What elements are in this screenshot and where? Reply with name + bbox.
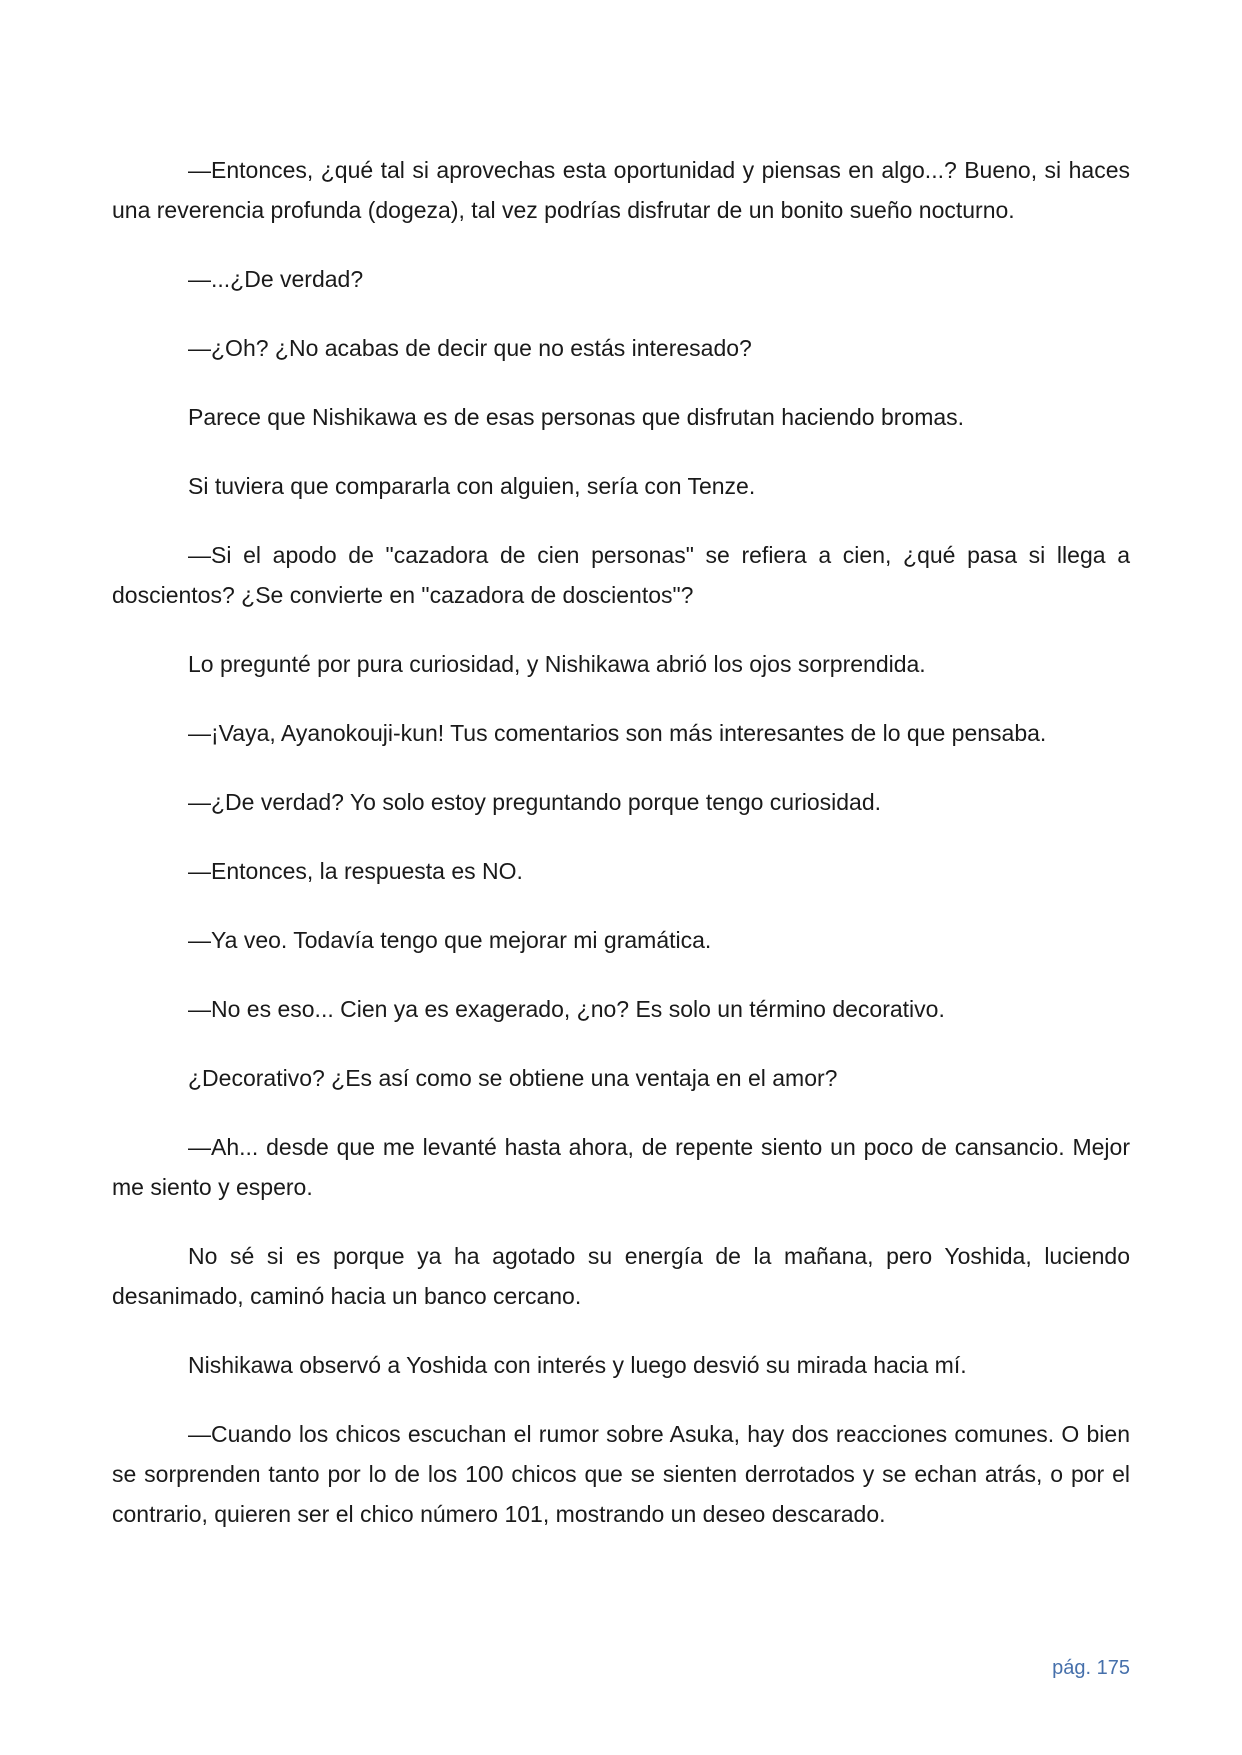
paragraph: —No es eso... Cien ya es exagerado, ¿no? Es solo un término decorativo.: [188, 996, 945, 1022]
paragraph: —¿Oh? ¿No acabas de decir que no estás interesado?: [188, 335, 752, 361]
paragraph: No sé si es porque ya ha agotado su energía de la mañana, pero Yoshida, luciendo desanimado, caminó hacia un banco cercano.: [112, 1243, 1130, 1309]
paragraph: —Ya veo. Todavía tengo que mejorar mi gramática.: [188, 927, 712, 953]
paragraph: Si tuviera que compararla con alguien, sería con Tenze.: [188, 473, 756, 499]
paragraph: Parece que Nishikawa es de esas personas que disfrutan haciendo bromas.: [188, 404, 965, 430]
page-footer: [1052, 1656, 1130, 1680]
paragraph: —¡Vaya, Ayanokouji-kun! Tus comentarios son más interesantes de lo que pensaba.: [188, 720, 1047, 746]
paragraph: Nishikawa observó a Yoshida con interés y luego desvió su mirada hacia mí.: [188, 1352, 967, 1378]
paragraph: —Si el apodo de "cazadora de cien personas" se refiera a cien, ¿qué pasa si llega a doscientos? ¿Se convierte en "cazadora de doscientos"?: [112, 542, 1130, 608]
paragraph: —Entonces, ¿qué tal si aprovechas esta oportunidad y piensas en algo...? Bueno, si haces una reverencia profunda (dogeza), tal vez podrías disfrutar de un bonito sueño nocturno.: [112, 157, 1130, 223]
paragraph: Lo pregunté por pura curiosidad, y Nishikawa abrió los ojos sorprendida.: [188, 651, 926, 677]
page-body: [112, 150, 1130, 1534]
paragraph: ¿Decorativo? ¿Es así como se obtiene una ventaja en el amor?: [188, 1065, 838, 1091]
paragraph: —...¿De verdad?: [188, 266, 364, 292]
paragraph: —Entonces, la respuesta es NO.: [188, 858, 523, 884]
paragraph: —Ah... desde que me levanté hasta ahora, de repente siento un poco de cansancio. Mejor me siento y espero.: [112, 1134, 1130, 1200]
page-number: pág. 175: [1052, 1657, 1130, 1679]
paragraph: —¿De verdad? Yo solo estoy preguntando porque tengo curiosidad.: [188, 789, 882, 815]
paragraph: —Cuando los chicos escuchan el rumor sobre Asuka, hay dos reacciones comunes. O bien se sorprenden tanto por lo de los 100 chicos que se sienten derrotados y se echan atrás, o por el contrario, quieren ser el chico número 101, mostrando un deseo descarado.: [112, 1421, 1130, 1527]
